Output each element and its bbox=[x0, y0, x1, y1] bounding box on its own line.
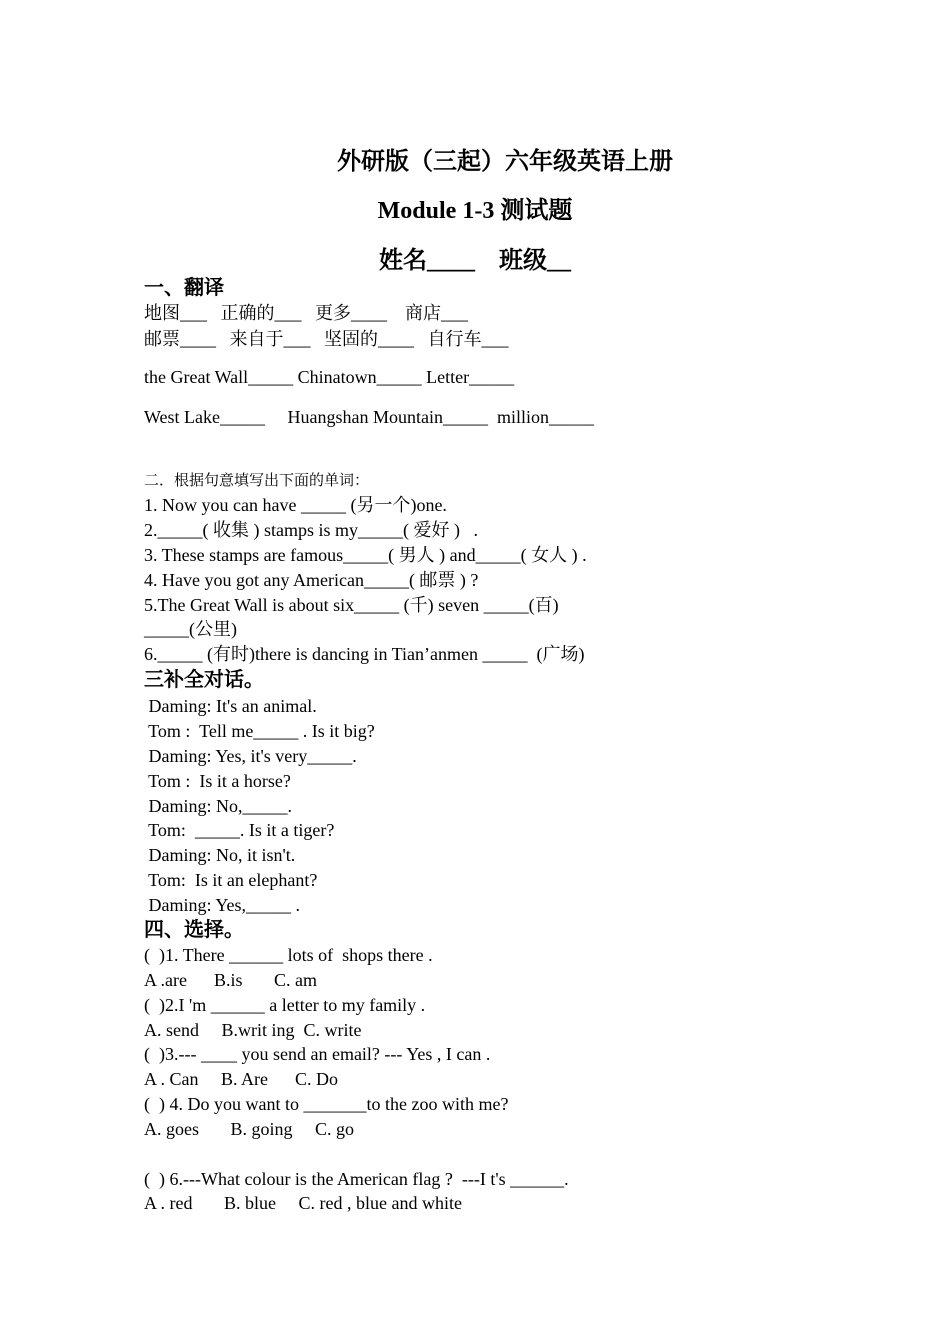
section2-line: 1. Now you can have _____ (另一个)one. bbox=[144, 495, 447, 515]
dialogue-line: Daming: No, it isn't. bbox=[144, 845, 296, 865]
section2-line: 4. Have you got any American_____( 邮票 ) ? bbox=[144, 570, 479, 590]
question-line: ( )2.I 'm ______ a letter to my family . bbox=[144, 995, 426, 1015]
dialogue-line: Daming: It's an animal. bbox=[144, 696, 317, 716]
options-line: A .are B.is C. am bbox=[144, 970, 317, 990]
section1-line: the Great Wall_____ Chinatown_____ Letter_____ bbox=[144, 367, 515, 387]
question-line: ( ) 6.---What colour is the American flag ? ---I t's ______. bbox=[144, 1169, 569, 1189]
question-line: ( )1. There ______ lots of shops there . bbox=[144, 945, 433, 965]
options-line: A. send B.writ ing C. write bbox=[144, 1020, 362, 1040]
section2-line: 5.The Great Wall is about six_____ (千) seven _____(百) bbox=[144, 595, 559, 615]
section1-line: West Lake_____ Huangshan Mountain_____ million_____ bbox=[144, 407, 594, 427]
name-class-line: 姓名____ 班级__ bbox=[379, 248, 571, 274]
section2-line: 3. These stamps are famous_____( 男人 ) and_____( 女人 ) . bbox=[144, 545, 587, 565]
page-title: 外研版（三起）六年级英语上册 bbox=[337, 149, 673, 175]
options-line: A . Can B. Are C. Do bbox=[144, 1069, 339, 1089]
options-line: A. goes B. going C. go bbox=[144, 1119, 355, 1139]
page-subtitle: Module 1-3 测试题 bbox=[377, 198, 573, 224]
dialogue-line: Daming: Yes,_____ . bbox=[144, 895, 301, 915]
question-line: ( ) 4. Do you want to _______to the zoo with me? bbox=[144, 1094, 509, 1114]
section2-heading: 二．根据句意填写出下面的单词： bbox=[144, 473, 370, 489]
section2-line: 6._____ (有时)there is dancing in Tian’anmen _____ (广场) bbox=[144, 644, 585, 664]
section1-line: 邮票____ 来自于___ 坚固的____ 自行车___ bbox=[144, 329, 509, 349]
dialogue-line: Tom : Is it a horse? bbox=[144, 771, 291, 791]
section2-line: _____(公里) bbox=[144, 619, 237, 639]
section1-line: 地图___ 正确的___ 更多____ 商店___ bbox=[144, 303, 468, 323]
options-line: A . red B. blue C. red , blue and white bbox=[144, 1193, 462, 1213]
question-line: ( )3.--- ____ you send an email? --- Yes , I can . bbox=[144, 1044, 491, 1064]
dialogue-line: Tom: _____. Is it a tiger? bbox=[144, 820, 335, 840]
dialogue-line: Daming: No,_____. bbox=[144, 796, 292, 816]
dialogue-line: Daming: Yes, it's very_____. bbox=[144, 746, 357, 766]
section1-heading: 一、翻译 bbox=[144, 277, 224, 299]
section2-line: 2._____( 收集 ) stamps is my_____( 爱好 ) . bbox=[144, 520, 478, 540]
section4-heading: 四、选择。 bbox=[144, 919, 244, 941]
section3-heading: 三补全对话。 bbox=[144, 669, 264, 691]
dialogue-line: Tom: Is it an elephant? bbox=[144, 870, 318, 890]
dialogue-line: Tom : Tell me_____ . Is it big? bbox=[144, 721, 375, 741]
